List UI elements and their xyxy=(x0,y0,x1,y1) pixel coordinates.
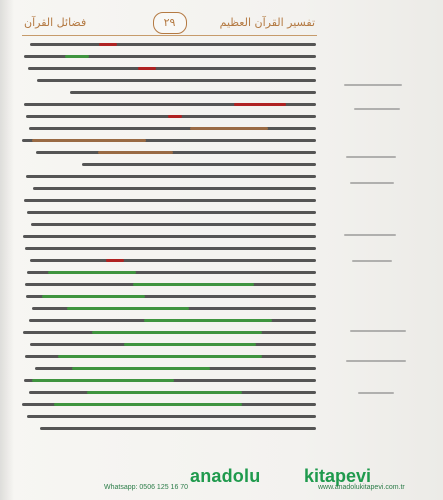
text-line xyxy=(22,114,316,119)
text-line xyxy=(22,258,316,263)
text-line xyxy=(22,186,316,191)
header-left-title: فضائل القرآن xyxy=(24,16,87,29)
header-right-title: تفسير القرآن العظيم xyxy=(219,16,315,29)
text-line xyxy=(22,150,316,155)
store-watermark xyxy=(104,466,430,496)
margin-notes xyxy=(336,84,426,424)
text-line xyxy=(22,354,316,359)
text-line xyxy=(22,402,316,407)
text-line xyxy=(22,390,316,395)
text-line xyxy=(22,174,316,179)
text-line xyxy=(22,330,316,335)
text-line xyxy=(22,222,316,227)
text-line xyxy=(22,306,316,311)
text-line xyxy=(22,246,316,251)
text-line xyxy=(22,102,316,107)
page-header xyxy=(22,12,317,36)
page-shadow xyxy=(0,0,14,500)
text-line xyxy=(22,270,316,275)
watermark-phone: Whatsapp: 0506 125 16 70 xyxy=(104,484,189,491)
watermark-website: www.anadolukitapevi.com.tr xyxy=(318,484,405,491)
text-line xyxy=(22,282,316,287)
text-line xyxy=(22,426,316,431)
text-line xyxy=(22,342,316,347)
text-line xyxy=(22,414,316,419)
text-line xyxy=(22,294,316,299)
text-line xyxy=(22,66,316,71)
header-rule xyxy=(22,35,317,36)
text-line xyxy=(22,378,316,383)
text-line xyxy=(22,54,316,59)
watermark-brand-main: anadolu xyxy=(190,466,261,486)
text-line xyxy=(22,234,316,239)
text-line xyxy=(22,42,316,47)
text-line xyxy=(22,162,316,167)
text-line xyxy=(22,138,316,143)
text-line xyxy=(22,78,316,83)
text-line xyxy=(22,366,316,371)
page-number-badge: ٢٩ xyxy=(153,12,187,34)
text-line xyxy=(22,198,316,203)
text-line xyxy=(22,126,316,131)
watermark-brand-sub: kitapevi xyxy=(304,466,372,486)
text-line xyxy=(22,90,316,95)
text-line xyxy=(22,210,316,215)
main-text-block xyxy=(22,42,316,422)
text-line xyxy=(22,318,316,323)
